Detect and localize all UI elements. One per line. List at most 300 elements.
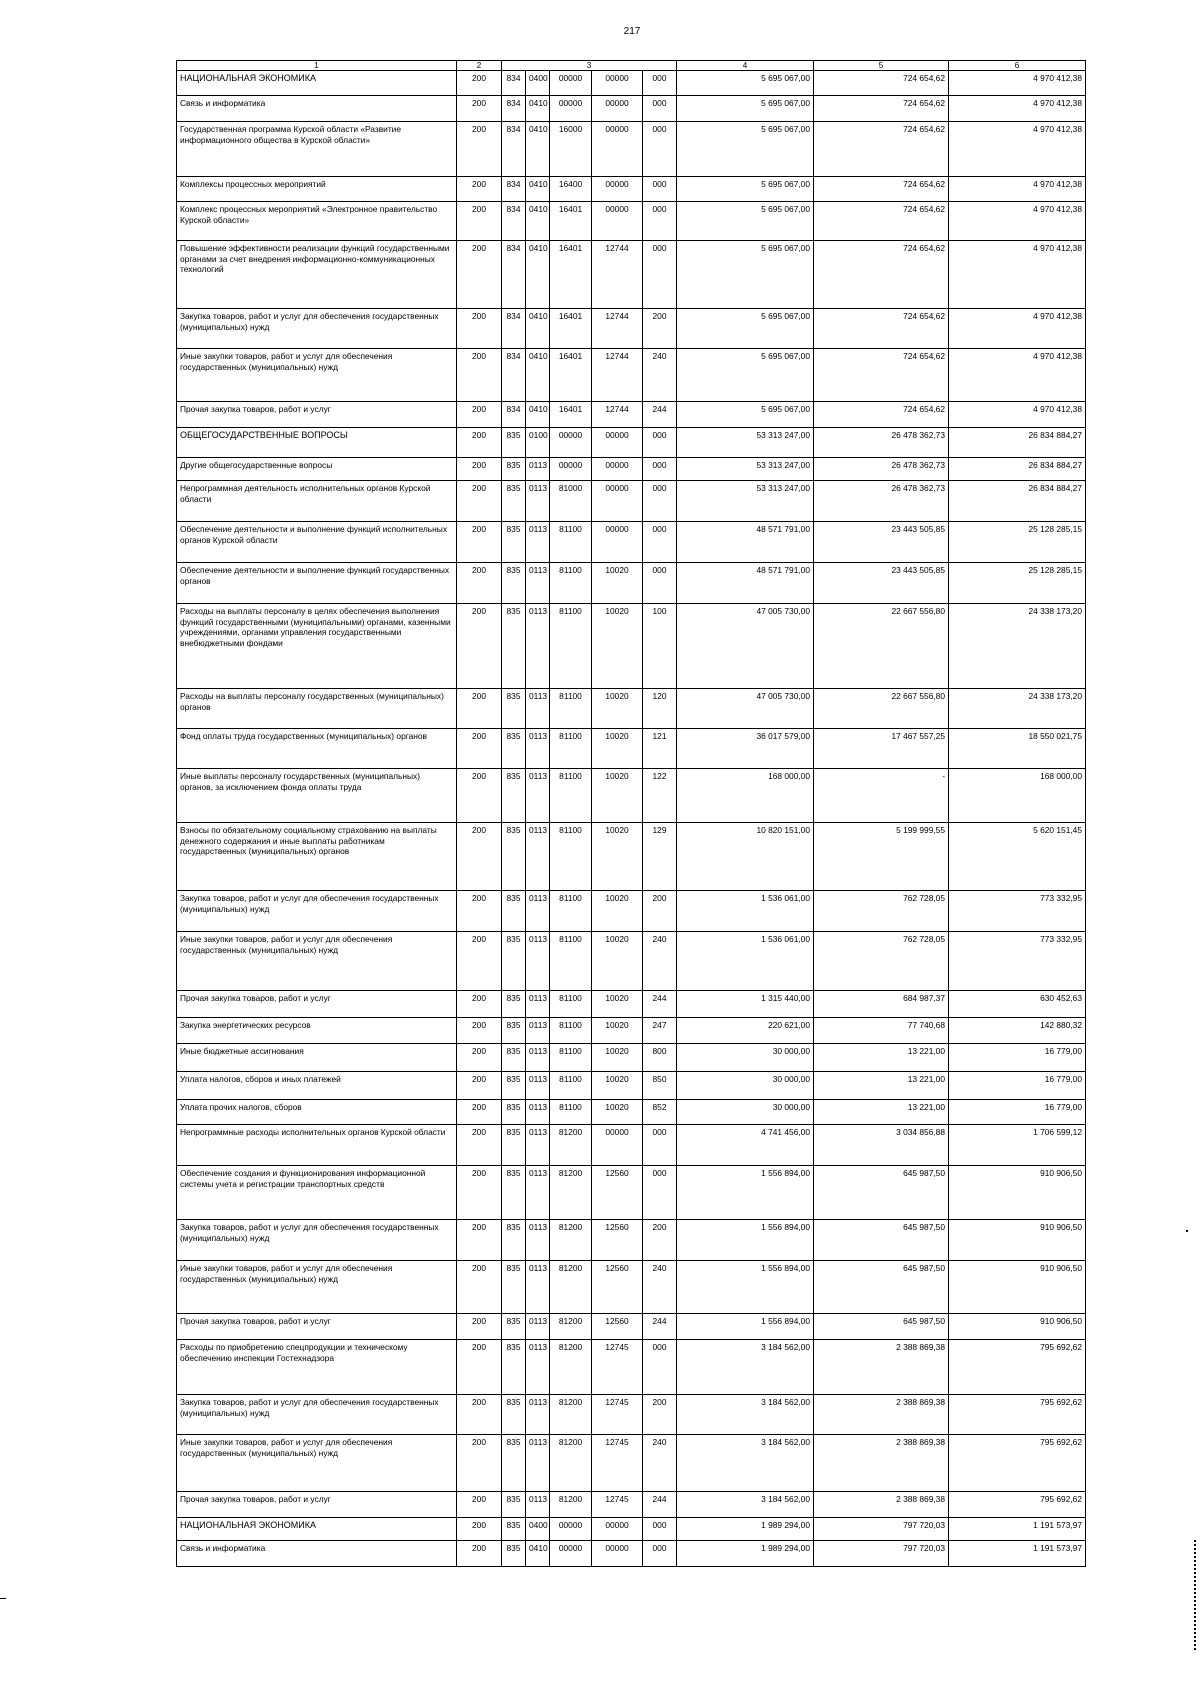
cell-section-code: 0113 — [526, 1044, 550, 1072]
page-number: 217 — [623, 26, 641, 37]
header-col-5: 5 — [814, 61, 949, 71]
cell-expense-type: 000 — [643, 71, 677, 96]
cell-program-code: 00000 — [550, 71, 592, 96]
cell-col-4: 53 313 247,00 — [677, 428, 814, 458]
cell-expense-type: 200 — [643, 309, 677, 349]
cell-program-code: 00000 — [550, 458, 592, 481]
cell-direction-code: 00000 — [592, 202, 643, 241]
cell-ministry-code: 835 — [502, 1518, 526, 1541]
cell-expense-type: 121 — [643, 729, 677, 769]
cell-col-4: 53 313 247,00 — [677, 481, 814, 522]
cell-section-code: 0113 — [526, 1220, 550, 1261]
cell-col-4: 5 695 067,00 — [677, 96, 814, 122]
cell-col-5: 724 654,62 — [814, 309, 949, 349]
cell-ministry-code: 835 — [502, 1166, 526, 1220]
cell-col-4: 3 184 562,00 — [677, 1340, 814, 1395]
cell-col-6: 25 128 285,15 — [949, 563, 1086, 604]
cell-expense-type: 100 — [643, 604, 677, 689]
cell-section-code: 0113 — [526, 991, 550, 1018]
cell-col-6: 4 970 412,38 — [949, 96, 1086, 122]
table-row — [177, 891, 1086, 932]
row-name: Обеспечение деятельности и выполнение функций государственных органов — [177, 563, 457, 604]
cell-col-2: 200 — [457, 729, 502, 769]
cell-col-4: 1 315 440,00 — [677, 991, 814, 1018]
cell-col-5: 2 388 869,38 — [814, 1395, 949, 1435]
cell-program-code: 81200 — [550, 1340, 592, 1395]
cell-expense-type: 240 — [643, 932, 677, 991]
row-name: Расходы на выплаты персоналу в целях обеспечения выполнения функций государственными (муниципальными) органами, казенными учреждениями, органами управления государственными внебюджетными фондами — [177, 604, 457, 689]
table-row — [177, 932, 1086, 991]
budget-table — [176, 60, 1086, 1567]
row-name: Закупка товаров, работ и услуг для обеспечения государственных (муниципальных) нужд — [177, 1220, 457, 1261]
cell-expense-type: 244 — [643, 402, 677, 428]
cell-program-code: 81200 — [550, 1261, 592, 1314]
cell-expense-type: 852 — [643, 1100, 677, 1125]
cell-col-4: 53 313 247,00 — [677, 458, 814, 481]
table-row — [177, 96, 1086, 122]
cell-col-4: 3 184 562,00 — [677, 1435, 814, 1492]
cell-col-4: 1 556 894,00 — [677, 1314, 814, 1340]
cell-col-2: 200 — [457, 1518, 502, 1541]
cell-direction-code: 00000 — [592, 522, 643, 563]
cell-col-5: 797 720,03 — [814, 1518, 949, 1541]
cell-ministry-code: 835 — [502, 1340, 526, 1395]
cell-col-5: 762 728,05 — [814, 932, 949, 991]
cell-expense-type: 000 — [643, 1518, 677, 1541]
cell-col-5: 22 667 556,80 — [814, 689, 949, 729]
cell-col-6: 795 692,62 — [949, 1395, 1086, 1435]
cell-program-code: 81100 — [550, 891, 592, 932]
row-name: Прочая закупка товаров, работ и услуг — [177, 402, 457, 428]
cell-col-4: 48 571 791,00 — [677, 563, 814, 604]
table-row — [177, 1492, 1086, 1518]
row-name: Иные выплаты персоналу государственных (муниципальных) органов, за исключением фонда оплаты труда — [177, 769, 457, 823]
cell-col-2: 200 — [457, 458, 502, 481]
cell-col-6: 4 970 412,38 — [949, 402, 1086, 428]
cell-ministry-code: 835 — [502, 1261, 526, 1314]
cell-section-code: 0113 — [526, 1166, 550, 1220]
table-row — [177, 1018, 1086, 1044]
cell-expense-type: 200 — [643, 1395, 677, 1435]
cell-col-6: 4 970 412,38 — [949, 122, 1086, 177]
cell-col-5: 724 654,62 — [814, 122, 949, 177]
cell-col-6: 26 834 884,27 — [949, 481, 1086, 522]
cell-ministry-code: 835 — [502, 428, 526, 458]
row-name: Непрограммные расходы исполнительных органов Курской области — [177, 1125, 457, 1166]
budget-table-sheet — [176, 60, 1085, 1567]
cell-section-code: 0113 — [526, 932, 550, 991]
table-row — [177, 1044, 1086, 1072]
cell-col-2: 200 — [457, 563, 502, 604]
cell-program-code: 81100 — [550, 769, 592, 823]
cell-direction-code: 12560 — [592, 1220, 643, 1261]
cell-ministry-code: 834 — [502, 402, 526, 428]
cell-direction-code: 12744 — [592, 349, 643, 402]
row-name: Фонд оплаты труда государственных (муниципальных) органов — [177, 729, 457, 769]
row-name: Расходы на выплаты персоналу государственных (муниципальных) органов — [177, 689, 457, 729]
cell-col-6: 1 706 599,12 — [949, 1125, 1086, 1166]
cell-direction-code: 10020 — [592, 891, 643, 932]
cell-col-5: 17 467 557,25 — [814, 729, 949, 769]
cell-expense-type: 000 — [643, 241, 677, 309]
cell-col-4: 10 820 151,00 — [677, 823, 814, 891]
row-name: Прочая закупка товаров, работ и услуг — [177, 1314, 457, 1340]
header-col-1: 1 — [177, 61, 457, 71]
cell-col-2: 200 — [457, 1166, 502, 1220]
table-row — [177, 481, 1086, 522]
cell-col-4: 1 536 061,00 — [677, 932, 814, 991]
cell-col-2: 200 — [457, 177, 502, 202]
cell-section-code: 0113 — [526, 891, 550, 932]
row-name: Расходы по приобретению спецпродукции и техническому обеспечению инспекции Гостехнадзора — [177, 1340, 457, 1395]
cell-col-5: 645 987,50 — [814, 1166, 949, 1220]
cell-col-2: 200 — [457, 1100, 502, 1125]
cell-direction-code: 00000 — [592, 481, 643, 522]
cell-ministry-code: 835 — [502, 1395, 526, 1435]
cell-col-4: 3 184 562,00 — [677, 1492, 814, 1518]
row-name: НАЦИОНАЛЬНАЯ ЭКОНОМИКА — [177, 1518, 457, 1541]
row-name: Закупка товаров, работ и услуг для обеспечения государственных (муниципальных) нужд — [177, 309, 457, 349]
cell-expense-type: 122 — [643, 769, 677, 823]
cell-program-code: 81200 — [550, 1435, 592, 1492]
cell-col-2: 200 — [457, 1125, 502, 1166]
cell-col-2: 200 — [457, 891, 502, 932]
cell-section-code: 0113 — [526, 769, 550, 823]
cell-section-code: 0410 — [526, 349, 550, 402]
table-row — [177, 991, 1086, 1018]
row-name: Иные закупки товаров, работ и услуг для обеспечения государственных (муниципальных) нужд — [177, 349, 457, 402]
cell-section-code: 0113 — [526, 1261, 550, 1314]
cell-ministry-code: 835 — [502, 932, 526, 991]
cell-col-6: 1 191 573,97 — [949, 1518, 1086, 1541]
cell-direction-code: 12744 — [592, 241, 643, 309]
cell-col-4: 220 621,00 — [677, 1018, 814, 1044]
cell-expense-type: 000 — [643, 1340, 677, 1395]
row-name: НАЦИОНАЛЬНАЯ ЭКОНОМИКА — [177, 71, 457, 96]
cell-expense-type: 000 — [643, 96, 677, 122]
cell-col-5: 2 388 869,38 — [814, 1492, 949, 1518]
cell-program-code: 00000 — [550, 1541, 592, 1567]
cell-program-code: 16401 — [550, 202, 592, 241]
cell-ministry-code: 835 — [502, 1314, 526, 1340]
cell-direction-code: 10020 — [592, 1018, 643, 1044]
cell-col-5: 724 654,62 — [814, 241, 949, 309]
cell-expense-type: 000 — [643, 458, 677, 481]
cell-direction-code: 10020 — [592, 689, 643, 729]
table-row — [177, 458, 1086, 481]
row-name: Иные закупки товаров, работ и услуг для обеспечения государственных (муниципальных) нужд — [177, 1261, 457, 1314]
row-name: Другие общегосударственные вопросы — [177, 458, 457, 481]
cell-program-code: 00000 — [550, 1518, 592, 1541]
cell-col-2: 200 — [457, 1072, 502, 1100]
header-col-4: 4 — [677, 61, 814, 71]
row-name: Связь и информатика — [177, 1541, 457, 1567]
cell-col-2: 200 — [457, 1435, 502, 1492]
cell-direction-code: 00000 — [592, 71, 643, 96]
cell-col-2: 200 — [457, 481, 502, 522]
row-name: Закупка товаров, работ и услуг для обеспечения государственных (муниципальных) нужд — [177, 891, 457, 932]
cell-col-5: 22 667 556,80 — [814, 604, 949, 689]
cell-col-5: 724 654,62 — [814, 349, 949, 402]
row-name: Комплексы процессных мероприятий — [177, 177, 457, 202]
table-row — [177, 402, 1086, 428]
cell-direction-code: 12560 — [592, 1261, 643, 1314]
row-name: Закупка товаров, работ и услуг для обеспечения государственных (муниципальных) нужд — [177, 1395, 457, 1435]
table-row — [177, 1314, 1086, 1340]
cell-ministry-code: 835 — [502, 1492, 526, 1518]
cell-col-4: 5 695 067,00 — [677, 177, 814, 202]
cell-expense-type: 800 — [643, 1044, 677, 1072]
table-row — [177, 604, 1086, 689]
cell-section-code: 0113 — [526, 604, 550, 689]
cell-program-code: 81200 — [550, 1166, 592, 1220]
cell-program-code: 81100 — [550, 604, 592, 689]
cell-ministry-code: 835 — [502, 769, 526, 823]
cell-col-6: 18 550 021,75 — [949, 729, 1086, 769]
table-row — [177, 122, 1086, 177]
cell-program-code: 16400 — [550, 177, 592, 202]
cell-direction-code: 00000 — [592, 428, 643, 458]
cell-section-code: 0400 — [526, 1518, 550, 1541]
cell-direction-code: 00000 — [592, 1541, 643, 1567]
cell-section-code: 0113 — [526, 1395, 550, 1435]
cell-col-2: 200 — [457, 689, 502, 729]
cell-section-code: 0410 — [526, 402, 550, 428]
cell-ministry-code: 835 — [502, 481, 526, 522]
cell-program-code: 16401 — [550, 309, 592, 349]
cell-section-code: 0410 — [526, 1541, 550, 1567]
header-row — [177, 61, 1086, 71]
cell-direction-code: 00000 — [592, 1125, 643, 1166]
cell-col-4: 1 556 894,00 — [677, 1261, 814, 1314]
cell-col-2: 200 — [457, 1314, 502, 1340]
cell-col-6: 1 191 573,97 — [949, 1541, 1086, 1567]
cell-direction-code: 10020 — [592, 604, 643, 689]
cell-section-code: 0113 — [526, 522, 550, 563]
cell-col-6: 4 970 412,38 — [949, 71, 1086, 96]
cell-col-4: 5 695 067,00 — [677, 349, 814, 402]
cell-program-code: 81100 — [550, 522, 592, 563]
cell-col-6: 168 000,00 — [949, 769, 1086, 823]
cell-col-4: 168 000,00 — [677, 769, 814, 823]
row-name: Повышение эффективности реализации функций государственными органами за счет внедрения информационно-коммуникационных технологий — [177, 241, 457, 309]
cell-program-code: 81100 — [550, 1100, 592, 1125]
table-row — [177, 1125, 1086, 1166]
table-row — [177, 1395, 1086, 1435]
table-row — [177, 1166, 1086, 1220]
cell-col-2: 200 — [457, 991, 502, 1018]
cell-section-code: 0100 — [526, 428, 550, 458]
cell-col-5: 77 740,68 — [814, 1018, 949, 1044]
cell-program-code: 81200 — [550, 1492, 592, 1518]
cell-expense-type: 000 — [643, 1541, 677, 1567]
cell-direction-code: 10020 — [592, 1044, 643, 1072]
cell-direction-code: 12745 — [592, 1435, 643, 1492]
cell-col-6: 4 970 412,38 — [949, 177, 1086, 202]
cell-expense-type: 000 — [643, 1125, 677, 1166]
cell-col-6: 16 779,00 — [949, 1044, 1086, 1072]
cell-col-6: 910 906,50 — [949, 1166, 1086, 1220]
cell-col-6: 16 779,00 — [949, 1072, 1086, 1100]
cell-col-4: 30 000,00 — [677, 1072, 814, 1100]
row-name: Комплекс процессных мероприятий «Электронное правительство Курской области» — [177, 202, 457, 241]
cell-program-code: 81200 — [550, 1395, 592, 1435]
scan-margin-mark — [0, 1598, 6, 1599]
scan-speck — [1186, 1230, 1188, 1232]
cell-col-2: 200 — [457, 1220, 502, 1261]
table-row — [177, 1435, 1086, 1492]
cell-col-5: 26 478 362,73 — [814, 481, 949, 522]
table-body — [177, 71, 1086, 1567]
cell-program-code: 81100 — [550, 1072, 592, 1100]
cell-direction-code: 12745 — [592, 1395, 643, 1435]
cell-col-2: 200 — [457, 823, 502, 891]
cell-ministry-code: 835 — [502, 458, 526, 481]
row-name: Связь и информатика — [177, 96, 457, 122]
cell-col-4: 1 989 294,00 — [677, 1541, 814, 1567]
table-row — [177, 71, 1086, 96]
cell-section-code: 0113 — [526, 1492, 550, 1518]
cell-col-6: 910 906,50 — [949, 1261, 1086, 1314]
cell-col-2: 200 — [457, 932, 502, 991]
cell-col-6: 795 692,62 — [949, 1435, 1086, 1492]
cell-expense-type: 129 — [643, 823, 677, 891]
cell-expense-type: 000 — [643, 202, 677, 241]
cell-ministry-code: 835 — [502, 1125, 526, 1166]
cell-section-code: 0113 — [526, 1314, 550, 1340]
cell-col-2: 200 — [457, 402, 502, 428]
cell-ministry-code: 835 — [502, 1220, 526, 1261]
cell-ministry-code: 835 — [502, 1072, 526, 1100]
cell-expense-type: 247 — [643, 1018, 677, 1044]
cell-section-code: 0113 — [526, 481, 550, 522]
cell-section-code: 0113 — [526, 1100, 550, 1125]
cell-col-5: 3 034 856,88 — [814, 1125, 949, 1166]
cell-program-code: 81200 — [550, 1125, 592, 1166]
cell-col-6: 4 970 412,38 — [949, 349, 1086, 402]
cell-col-2: 200 — [457, 349, 502, 402]
cell-col-5: 13 221,00 — [814, 1044, 949, 1072]
cell-section-code: 0410 — [526, 202, 550, 241]
cell-col-4: 3 184 562,00 — [677, 1395, 814, 1435]
cell-direction-code: 12560 — [592, 1314, 643, 1340]
cell-ministry-code: 835 — [502, 689, 526, 729]
cell-col-5: 23 443 505,85 — [814, 522, 949, 563]
row-name: Обеспечение создания и функционирования информационной системы учета и регистрации транспортных средств — [177, 1166, 457, 1220]
cell-ministry-code: 835 — [502, 823, 526, 891]
row-name: Иные закупки товаров, работ и услуг для обеспечения государственных (муниципальных) нужд — [177, 932, 457, 991]
cell-expense-type: 000 — [643, 1166, 677, 1220]
cell-expense-type: 120 — [643, 689, 677, 729]
cell-section-code: 0113 — [526, 1435, 550, 1492]
cell-ministry-code: 834 — [502, 96, 526, 122]
cell-ministry-code: 834 — [502, 202, 526, 241]
cell-col-2: 200 — [457, 241, 502, 309]
cell-program-code: 81100 — [550, 1018, 592, 1044]
cell-col-4: 47 005 730,00 — [677, 689, 814, 729]
cell-col-5: 724 654,62 — [814, 402, 949, 428]
cell-col-5: 645 987,50 — [814, 1261, 949, 1314]
cell-col-6: 5 620 151,45 — [949, 823, 1086, 891]
cell-ministry-code: 835 — [502, 1541, 526, 1567]
table-row — [177, 563, 1086, 604]
cell-direction-code: 12745 — [592, 1492, 643, 1518]
cell-section-code: 0113 — [526, 823, 550, 891]
cell-program-code: 81000 — [550, 481, 592, 522]
table-row — [177, 1100, 1086, 1125]
table-row — [177, 202, 1086, 241]
cell-program-code: 81100 — [550, 729, 592, 769]
cell-col-2: 200 — [457, 1395, 502, 1435]
cell-program-code: 81200 — [550, 1220, 592, 1261]
cell-program-code: 81100 — [550, 991, 592, 1018]
header-col-6: 6 — [949, 61, 1086, 71]
cell-col-5: 26 478 362,73 — [814, 458, 949, 481]
cell-ministry-code: 835 — [502, 604, 526, 689]
cell-ministry-code: 834 — [502, 349, 526, 402]
cell-program-code: 81100 — [550, 689, 592, 729]
row-name: Закупка энергетических ресурсов — [177, 1018, 457, 1044]
row-name: Уплата налогов, сборов и иных платежей — [177, 1072, 457, 1100]
cell-section-code: 0410 — [526, 122, 550, 177]
table-row — [177, 769, 1086, 823]
cell-col-6: 142 880,32 — [949, 1018, 1086, 1044]
row-name: Иные закупки товаров, работ и услуг для обеспечения государственных (муниципальных) нужд — [177, 1435, 457, 1492]
row-name: Уплата прочих налогов, сборов — [177, 1100, 457, 1125]
cell-col-4: 1 556 894,00 — [677, 1220, 814, 1261]
row-name: Обеспечение деятельности и выполнение функций исполнительных органов Курской области — [177, 522, 457, 563]
cell-col-2: 200 — [457, 1492, 502, 1518]
cell-col-5: 13 221,00 — [814, 1100, 949, 1125]
table-row — [177, 1220, 1086, 1261]
cell-section-code: 0113 — [526, 689, 550, 729]
row-name: Прочая закупка товаров, работ и услуг — [177, 991, 457, 1018]
cell-ministry-code: 835 — [502, 1044, 526, 1072]
cell-direction-code: 00000 — [592, 96, 643, 122]
scan-edge-marks — [1194, 1540, 1198, 1650]
cell-col-2: 200 — [457, 604, 502, 689]
cell-col-5: 2 388 869,38 — [814, 1435, 949, 1492]
cell-ministry-code: 835 — [502, 1018, 526, 1044]
table-row — [177, 1072, 1086, 1100]
cell-col-2: 200 — [457, 1541, 502, 1567]
cell-col-2: 200 — [457, 122, 502, 177]
cell-ministry-code: 835 — [502, 891, 526, 932]
cell-col-2: 200 — [457, 428, 502, 458]
cell-col-6: 910 906,50 — [949, 1314, 1086, 1340]
table-row — [177, 729, 1086, 769]
cell-col-2: 200 — [457, 202, 502, 241]
cell-col-6: 4 970 412,38 — [949, 309, 1086, 349]
cell-col-6: 24 338 173,20 — [949, 689, 1086, 729]
cell-program-code: 00000 — [550, 96, 592, 122]
cell-expense-type: 000 — [643, 563, 677, 604]
cell-col-2: 200 — [457, 1340, 502, 1395]
cell-program-code: 16000 — [550, 122, 592, 177]
cell-col-5: 724 654,62 — [814, 202, 949, 241]
cell-expense-type: 240 — [643, 349, 677, 402]
cell-section-code: 0410 — [526, 309, 550, 349]
cell-col-4: 4 741 456,00 — [677, 1125, 814, 1166]
cell-col-4: 36 017 579,00 — [677, 729, 814, 769]
row-name: Непрограммная деятельность исполнительных органов Курской области — [177, 481, 457, 522]
cell-program-code: 16401 — [550, 241, 592, 309]
cell-col-2: 200 — [457, 1261, 502, 1314]
cell-program-code: 16401 — [550, 402, 592, 428]
cell-col-5: - — [814, 769, 949, 823]
cell-direction-code: 12560 — [592, 1166, 643, 1220]
row-name: Взносы по обязательному социальному страхованию на выплаты денежного содержания и иные выплаты работникам государственных (муниципальных) органов — [177, 823, 457, 891]
